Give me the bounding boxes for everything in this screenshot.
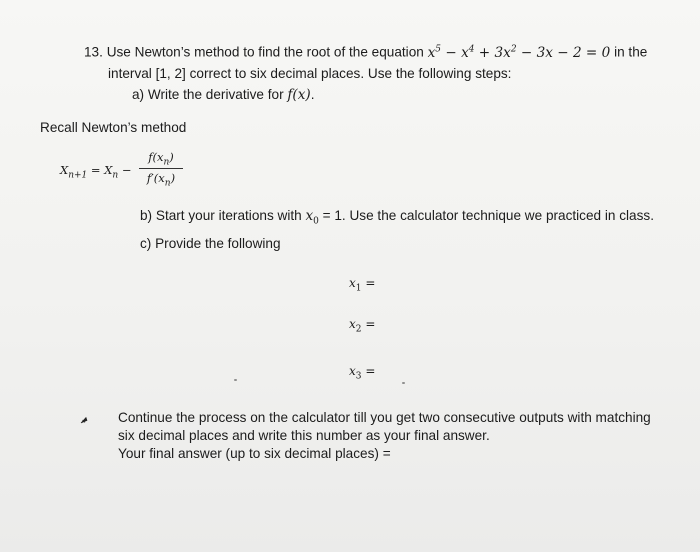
formula-lhs: $X_{n+1} = X_n$ −: [60, 163, 132, 181]
question-line-2: interval [1, 2] correct to six decimal places. Use the following steps:: [108, 66, 512, 81]
question-intro-end: in the: [610, 44, 648, 60]
newton-formula: [60, 150, 200, 194]
scan-speck: [402, 382, 405, 384]
formula-denominator: $f'(x_n)$: [146, 171, 176, 189]
equation: $x^5 - x^4 + 3x^2 - 3x - 2 = 0$: [427, 44, 611, 61]
step-b-label: b): [140, 208, 153, 223]
step-c-label: c): [140, 236, 152, 251]
formula-fraction: [135, 150, 187, 188]
continue-line-1: Continue the process on the calculator till you get two consecutive outputs with matching: [118, 410, 651, 425]
iterate-x2: $x_2$ =: [349, 317, 376, 335]
iterate-x1: $x_1$ =: [349, 276, 376, 294]
step-a-text: Write the derivative for: [147, 87, 288, 102]
step-c: c) Provide the following: [140, 236, 281, 251]
step-a-label: a): [132, 87, 145, 102]
recall-heading: Recall Newton’s method: [40, 120, 187, 135]
formula-numerator: $f(x_n)$: [148, 150, 174, 168]
question-number: 13.: [84, 44, 103, 60]
step-a: a) Write the derivative for f(x).: [132, 87, 315, 103]
question-line-1: [84, 44, 647, 61]
fraction-bar: [139, 168, 183, 169]
iterate-x3: $x_3$ =: [349, 364, 376, 382]
step-b: b) Start your iterations with $x_0 = 1$. Use the calculator technique we practiced in class.: [140, 208, 654, 227]
question-intro: Use Newton’s method to find the root of the equation: [106, 44, 428, 60]
scan-speck: [234, 379, 237, 381]
initial-guess: $x_0$: [305, 208, 319, 227]
continue-line-2: six decimal places and write this number as your final answer.: [118, 428, 490, 443]
cursor-arrow-icon: [80, 416, 88, 424]
step-a-function: f(x): [287, 87, 311, 103]
final-answer-prompt: Your final answer (up to six decimal places) =: [118, 446, 391, 461]
